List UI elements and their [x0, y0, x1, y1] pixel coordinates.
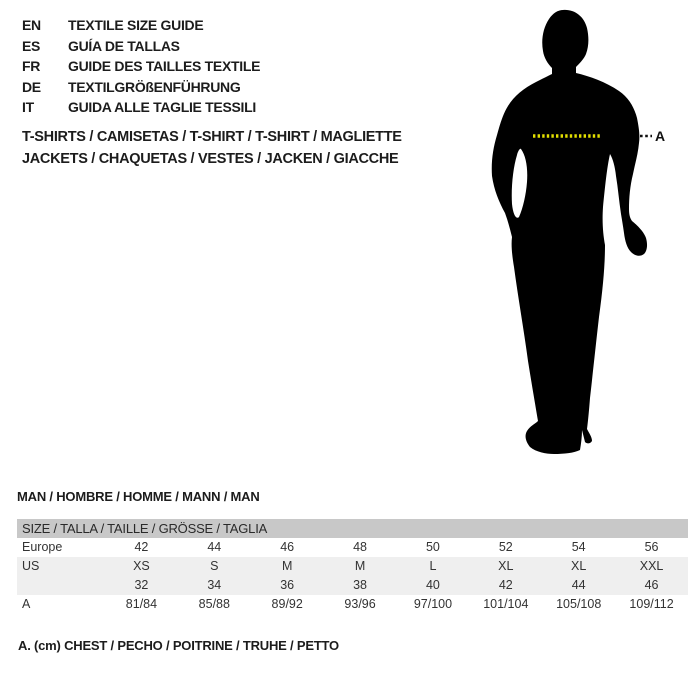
row-label: US: [22, 559, 40, 573]
footer-measure-note: A. (cm) CHEST / PECHO / POITRINE / TRUHE / PETTO: [18, 638, 339, 653]
size-cell: 54: [571, 540, 586, 554]
language-code: FR: [22, 58, 41, 74]
product-types: [22, 126, 402, 170]
product-types-line-jackets: JACKETS / CHAQUETAS / VESTES / JACKEN / GIACCHE: [22, 151, 399, 167]
size-cell: 93/96: [344, 597, 376, 611]
language-code: IT: [22, 99, 34, 115]
silhouette-figure: [486, 6, 666, 466]
row-label: [17, 576, 105, 595]
size-cell: 42: [498, 578, 513, 592]
size-cell: 44: [207, 540, 222, 554]
language-row: [22, 15, 260, 36]
language-code: EN: [22, 17, 41, 33]
size-cell: 85/88: [198, 597, 230, 611]
size-cell: 42: [134, 540, 149, 554]
size-cell: 56: [644, 540, 659, 554]
language-list: [22, 15, 260, 118]
table-row-europe: [17, 538, 688, 557]
size-cell: 89/92: [271, 597, 303, 611]
size-cell: XL: [571, 559, 587, 573]
size-cell: 109/112: [629, 597, 674, 611]
size-cell: S: [210, 559, 219, 573]
size-cell: 44: [571, 578, 586, 592]
table-row-numeric: [17, 576, 688, 595]
language-code: ES: [22, 37, 41, 54]
man-section-title: MAN / HOMBRE / HOMME / MANN / MAN: [17, 489, 260, 504]
size-cell: 36: [280, 578, 295, 592]
size-cell: 97/100: [413, 597, 453, 611]
size-cell: 48: [353, 540, 368, 554]
size-cell: 34: [207, 578, 222, 592]
language-row: [22, 56, 260, 77]
man-silhouette-shape: [492, 10, 647, 454]
language-row: [22, 97, 260, 118]
size-cell: 101/104: [483, 597, 529, 611]
language-title: TEXTILE SIZE GUIDE: [68, 17, 204, 33]
size-cell: M: [354, 559, 366, 573]
language-code: DE: [22, 78, 41, 95]
size-cell: 81/84: [125, 597, 158, 611]
size-cell: 50: [425, 540, 440, 554]
size-cell: 105/108: [556, 597, 602, 611]
size-table-header: SIZE / TALLA / TAILLE / GRÖSSE / TAGLIA: [17, 519, 688, 538]
measure-label-a: A: [655, 128, 666, 144]
language-row: [22, 36, 260, 57]
size-cell: 46: [280, 540, 295, 554]
size-cell: XXL: [639, 559, 664, 573]
language-row: [22, 77, 260, 98]
size-cell: 40: [425, 578, 440, 592]
size-cell: M: [281, 559, 293, 573]
size-cell: 32: [134, 578, 149, 592]
size-cell: 38: [353, 578, 368, 592]
product-types-line-tshirts: T-SHIRTS / CAMISETAS / T-SHIRT / T-SHIRT / MAGLIETTE: [22, 129, 402, 145]
size-cell: 46: [644, 578, 659, 592]
row-label: Europe: [22, 540, 63, 554]
language-title: GUIDE DES TAILLES TEXTILE: [68, 58, 261, 74]
language-title: GUIDA ALLE TAGLIE TESSILI: [68, 99, 256, 115]
size-cell: L: [429, 559, 437, 573]
size-cell: XS: [133, 559, 150, 573]
size-cell: 52: [498, 540, 513, 554]
size-table: [17, 519, 688, 614]
table-row-chest-a: [17, 595, 688, 614]
size-cell: XL: [498, 559, 514, 573]
language-title: TEXTILGRÖßENFÜHRUNG: [68, 78, 241, 95]
language-title: GUÍA DE TALLAS: [68, 37, 180, 54]
row-label: A: [22, 597, 31, 611]
table-row-us: [17, 557, 688, 576]
